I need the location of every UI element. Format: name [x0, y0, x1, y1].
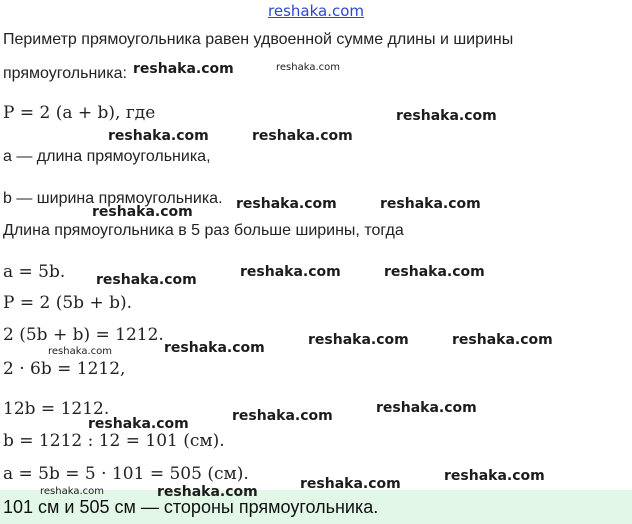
watermark: reshaka.com: [40, 486, 104, 497]
watermark: reshaka.com: [164, 340, 265, 356]
watermark: reshaka.com: [384, 264, 485, 280]
watermark: reshaka.com: [252, 128, 353, 144]
text-line-condition: Длина прямоугольника в 5 раз больше ширины, тогда: [3, 222, 404, 239]
watermark: reshaka.com: [92, 204, 193, 220]
site-header-link[interactable]: reshaka.com: [268, 2, 364, 20]
watermark: reshaka.com: [108, 128, 209, 144]
formula-perimeter: P = 2 (a + b), где: [3, 103, 156, 123]
watermark: reshaka.com: [376, 400, 477, 416]
watermark: reshaka.com: [396, 108, 497, 124]
watermark: reshaka.com: [452, 332, 553, 348]
watermark: reshaka.com: [236, 196, 337, 212]
watermark: reshaka.com: [157, 484, 258, 500]
watermark: reshaka.com: [232, 408, 333, 424]
watermark: reshaka.com: [444, 468, 545, 484]
formula-p-sub: P = 2 (5b + b).: [3, 293, 133, 313]
formula-a-5b: a = 5b.: [3, 262, 66, 282]
watermark: reshaka.com: [48, 346, 112, 357]
text-line-perimeter-def: Периметр прямоугольника равен удвоенной сумме длины и ширины: [3, 31, 514, 48]
text-line-b-width: b — ширина прямоугольника.: [3, 190, 223, 207]
watermark: reshaka.com: [276, 62, 340, 73]
watermark: reshaka.com: [88, 416, 189, 432]
watermark: reshaka.com: [133, 61, 234, 77]
watermark: reshaka.com: [96, 272, 197, 288]
formula-equation: 2 (5b + b) = 1212.: [3, 325, 164, 345]
formula-6b: 2 · 6b = 1212,: [3, 359, 126, 379]
formula-12b: 12b = 1212.: [3, 399, 110, 419]
watermark: reshaka.com: [240, 264, 341, 280]
answer-text: 101 см и 505 см — стороны прямоугольника.: [3, 497, 379, 517]
watermark: reshaka.com: [380, 196, 481, 212]
text-line-a-length: a — длина прямоугольника,: [3, 148, 211, 165]
watermark: reshaka.com: [308, 332, 409, 348]
text-line-rectangle: прямоугольника:: [3, 65, 127, 82]
watermark: reshaka.com: [300, 476, 401, 492]
formula-b-value: b = 1212 : 12 = 101 (см).: [3, 431, 225, 451]
formula-a-value: a = 5b = 5 · 101 = 505 (см).: [3, 464, 249, 484]
